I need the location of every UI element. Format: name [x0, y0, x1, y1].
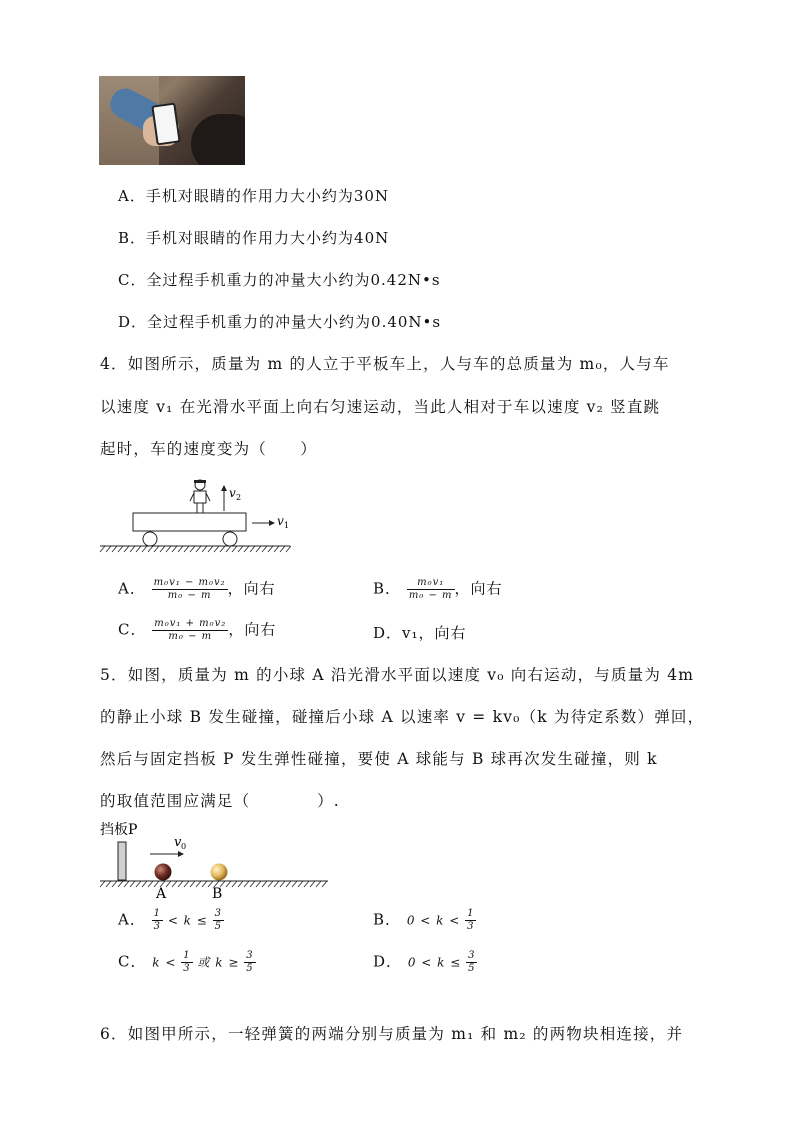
cart-body — [133, 513, 246, 531]
ground-hatch — [232, 881, 237, 887]
ground-hatch — [268, 546, 273, 552]
ground-hatch — [250, 881, 255, 887]
ground-hatch — [142, 881, 147, 887]
ground-hatch — [166, 881, 171, 887]
person-icon — [190, 480, 210, 513]
ground-hatch — [196, 546, 201, 552]
ground-hatch — [136, 546, 141, 552]
ground-hatch — [124, 546, 129, 552]
ground-hatch — [202, 546, 207, 552]
q4-cart-figure — [98, 475, 298, 560]
ground-hatch — [238, 546, 243, 552]
q3-option-b: B．手机对眼睛的作用力大小约为40N — [118, 229, 390, 247]
ground-hatch — [274, 546, 279, 552]
q5-text-line4: 的取值范围应满足（ ）. — [100, 792, 340, 810]
ground-hatch — [244, 881, 249, 887]
ground-hatch — [268, 881, 273, 887]
ground-hatch — [106, 546, 111, 552]
ground-hatch — [316, 881, 321, 887]
ground-hatch — [208, 546, 213, 552]
ground-hatch — [280, 546, 285, 552]
board-p — [118, 842, 126, 880]
ground-hatch — [172, 881, 177, 887]
v0-subscript: 0 — [181, 842, 187, 851]
q3-option-a: A．手机对眼睛的作用力大小约为30N — [118, 187, 390, 205]
ground-hatch — [136, 881, 141, 887]
ground-hatch — [232, 546, 237, 552]
ground-hatch — [250, 546, 255, 552]
ball-b — [211, 864, 228, 881]
ground-hatch — [178, 546, 183, 552]
q5-option-a: A． $\frac{1}{3}$ < k ≤ $\frac{3}{5}$ — [118, 908, 223, 932]
ground-hatch — [292, 881, 297, 887]
q5-collision-figure — [98, 818, 338, 904]
ground-hatch — [274, 881, 279, 887]
ground-hatch — [118, 546, 123, 552]
ground-hatch — [226, 881, 231, 887]
ground-hatch — [202, 881, 207, 887]
q5-option-d: D． 0 < k ≤ $\frac{3}{5}$ — [373, 950, 476, 974]
ground-hatch — [322, 881, 327, 887]
ground-hatch — [286, 881, 291, 887]
ground-hatch — [166, 546, 171, 552]
q5-text-line2: 的静止小球 B 发生碰撞，碰撞后小球 A 以速率 v = kv₀（k 为待定系数）弹回， — [100, 708, 705, 726]
ground-hatch — [238, 881, 243, 887]
ground-hatch — [118, 881, 123, 887]
v2-subscript: 2 — [236, 493, 242, 502]
q4-option-c: C． $\frac{\text{m₀v₁ + m₀v₂}}{\text{m₀ − m}}$ ，向右 — [118, 618, 277, 642]
v1-subscript: 1 — [284, 521, 290, 530]
q4-option-d: D．v₁，向右 — [373, 624, 467, 642]
ground-hatch — [148, 881, 153, 887]
ground-hatch — [214, 546, 219, 552]
v2-label: v — [229, 486, 236, 500]
ground-hatch — [244, 546, 249, 552]
v1-label: v — [277, 514, 284, 528]
cart-wheel — [143, 532, 157, 546]
fraction: $\frac{\text{m₀v₁}}{\text{m₀ − m}}$ — [408, 577, 453, 601]
ball-a — [155, 864, 172, 881]
ground-hatch — [112, 546, 117, 552]
ground-hatch — [124, 881, 129, 887]
phone-user-photo — [99, 76, 245, 165]
v1-arrow — [252, 520, 275, 526]
ground-hatch — [190, 546, 195, 552]
ground-hatch — [148, 546, 153, 552]
q4-option-a: A． $\frac{\text{m₀v₁ − m₀v₂}}{\text{m₀ − m}}$ ，向右 — [118, 577, 276, 601]
q5-option-c: C． k < $\frac{1}{3}$ 或 k ≥ $\frac{3}{5}$ — [118, 950, 254, 974]
ground-hatch — [184, 881, 189, 887]
q4-text-line2: 以速度 v₁ 在光滑水平面上向右匀速运动，当此人相对于车以速度 v₂ 竖直跳 — [100, 398, 661, 416]
q4-option-b: B． $\frac{\text{m₀v₁}}{\text{m₀ − m}}$ ，向右 — [373, 577, 503, 601]
fraction: $\frac{\text{m₀v₁ + m₀v₂}}{\text{m₀ − m}}$ — [154, 618, 227, 642]
q5-option-b: B． 0 < k < $\frac{1}{3}$ — [373, 908, 475, 932]
q6-text-line1: 6．如图甲所示，一轻弹簧的两端分别与质量为 m₁ 和 m₂ 的两物块相连接，并 — [100, 1025, 684, 1043]
ground-hatch — [106, 881, 111, 887]
ground-hatch — [256, 881, 261, 887]
ground-hatch — [160, 546, 165, 552]
v2-arrow — [221, 485, 227, 511]
ground-hatch — [298, 881, 303, 887]
cart-wheel — [223, 532, 237, 546]
v0-arrow — [150, 851, 184, 857]
q4-text-line3: 起时，车的速度变为（ ） — [100, 440, 318, 458]
ground-hatch — [100, 881, 105, 887]
ground-hatch — [172, 546, 177, 552]
ball-a-label: A — [156, 886, 167, 902]
ground-hatch — [142, 546, 147, 552]
ground-hatch — [286, 546, 291, 552]
q3-option-d: D．全过程手机重力的冲量大小约为0.40N•s — [118, 313, 442, 331]
ground-hatch — [220, 546, 225, 552]
ground-hatch — [130, 546, 135, 552]
q5-text-line1: 5．如图，质量为 m 的小球 A 沿光滑水平面以速度 v₀ 向右运动，与质量为 4m — [100, 666, 695, 684]
board-label: 挡板P — [100, 822, 138, 838]
ground-hatch — [154, 546, 159, 552]
v0-label: v — [174, 835, 182, 850]
ground-hatch — [310, 881, 315, 887]
ground-hatch — [256, 546, 261, 552]
ground-hatch — [304, 881, 309, 887]
ground-hatch — [262, 881, 267, 887]
ground-hatch — [190, 881, 195, 887]
fraction: $\frac{\text{m₀v₁ − m₀v₂}}{\text{m₀ − m}}$ — [153, 577, 226, 601]
ground-hatch — [178, 881, 183, 887]
ground-hatch — [196, 881, 201, 887]
ground-hatch — [100, 546, 105, 552]
ground-hatch — [112, 881, 117, 887]
ground-hatch — [184, 546, 189, 552]
ground-hatch — [226, 546, 231, 552]
ball-b-label: B — [212, 886, 223, 902]
q5-text-line3: 然后与固定挡板 P 发生弹性碰撞，要使 A 球能与 B 球再次发生碰撞，则 k — [100, 750, 658, 768]
ground-hatch — [262, 546, 267, 552]
q4-text-line1: 4．如图所示，质量为 m 的人立于平板车上，人与车的总质量为 m₀，人与车 — [100, 355, 670, 373]
ground-hatch — [130, 881, 135, 887]
ground-hatch — [280, 881, 285, 887]
q3-option-c: C．全过程手机重力的冲量大小约为0.42N•s — [118, 271, 441, 289]
